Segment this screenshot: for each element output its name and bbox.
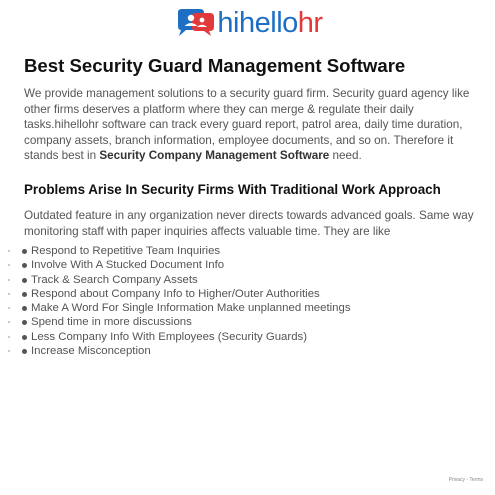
bullet-icon (22, 320, 27, 325)
brand-wordmark (217, 8, 322, 38)
list-item-label: Make A Word For Single Information Make unplanned meetings (31, 302, 351, 315)
intro-tail: need. (329, 149, 362, 162)
margin-dot-icon (8, 307, 10, 309)
list-item-label: Track & Search Company Assets (31, 273, 198, 286)
list-item (0, 287, 351, 301)
margin-dot-icon (8, 350, 10, 352)
brand-hi: hi (217, 7, 239, 39)
section-paragraph: Outdated feature in any organization never directs towards advanced goals. Same way monitoring staff with paper inquiries affects valuable time. They are like (24, 209, 474, 238)
brand-hello: hello (239, 7, 298, 39)
bullet-icon (22, 335, 27, 340)
section-heading: Problems Arise In Security Firms With Traditional Work Approach (24, 182, 441, 197)
margin-dot-icon (8, 250, 10, 252)
intro-bold-term: Security Company Management Software (99, 149, 330, 162)
chat-bubble-logo-icon (172, 8, 216, 38)
brand-hr: hr (297, 7, 323, 39)
margin-dot-icon (8, 264, 10, 266)
list-item (0, 273, 351, 287)
list-item-label: Respond about Company Info to Higher/Outer Authorities (31, 287, 320, 300)
list-item (0, 344, 351, 358)
intro-paragraph (24, 86, 476, 164)
list-item-label: Spend time in more discussions (31, 316, 192, 329)
list-item (0, 330, 351, 344)
privacy-terms-link[interactable]: Privacy - Terms (448, 477, 483, 483)
margin-dot-icon (8, 336, 10, 338)
list-item-label: Increase Misconception (31, 345, 151, 358)
list-item (0, 244, 351, 258)
margin-dot-icon (8, 279, 10, 281)
bullet-icon (22, 249, 27, 254)
problem-list (0, 244, 351, 358)
list-item-label: Involve With A Stucked Document Info (31, 259, 225, 272)
bullet-icon (22, 292, 27, 297)
list-item-label: Respond to Repetitive Team Inquiries (31, 245, 221, 257)
list-item (0, 315, 351, 329)
bullet-icon (22, 306, 27, 311)
margin-dot-icon (8, 293, 10, 295)
margin-dot-icon (8, 321, 10, 323)
intro-text: We provide management solutions to a security guard firm. Security guard agency like other firms deserves a platform where they can merge & regulate their daily tasks.hihellohr software can track every guard report, patrol area, daily time duration, company assets, branch information, employee documents, and so on. Therefore it stands best in (24, 87, 470, 162)
brand-logo[interactable] (0, 6, 495, 40)
list-item (0, 301, 351, 315)
list-item-label: Less Company Info With Employees (Security Guards) (31, 330, 308, 343)
list-item (0, 258, 351, 272)
bullet-icon (22, 278, 27, 283)
page-title: Best Security Guard Management Software (24, 55, 406, 76)
bullet-icon (22, 349, 27, 354)
bullet-icon (22, 263, 27, 268)
